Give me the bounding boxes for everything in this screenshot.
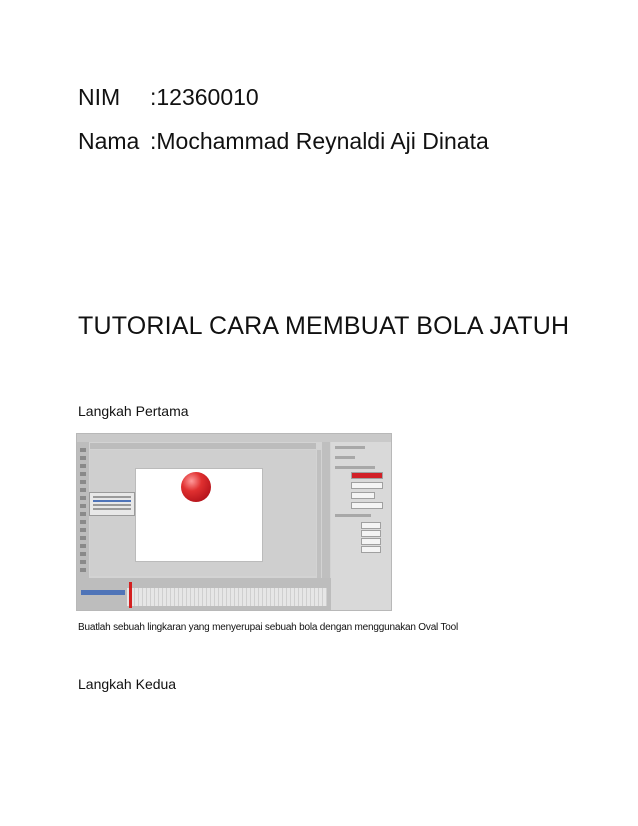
panel-icon-strip (322, 442, 330, 592)
lasso-tool-icon (80, 472, 86, 476)
ball-shape (181, 472, 211, 502)
line-tool-icon (80, 496, 86, 500)
eyedropper-tool-icon (80, 544, 86, 548)
nim-value: :12360010 (150, 84, 259, 110)
brush-tool-icon (80, 520, 86, 524)
paint-bucket-tool-icon (80, 536, 86, 540)
playhead (129, 582, 132, 608)
text-tool-icon (80, 488, 86, 492)
fill-color-swatch (351, 472, 383, 479)
panel-field (351, 482, 383, 489)
panel-field (361, 530, 381, 537)
stage-scrollbar (317, 450, 321, 578)
bone-tool-icon (80, 528, 86, 532)
flyout-item (93, 508, 131, 510)
panel-field (351, 502, 383, 509)
document-tabs (90, 443, 316, 449)
step-2-heading: Langkah Kedua (78, 676, 177, 692)
panel-row (335, 514, 371, 517)
zoom-tool-icon (80, 568, 86, 572)
flyout-item (93, 504, 131, 506)
tool-flyout-menu (89, 492, 135, 516)
selection-tool-icon (80, 448, 86, 452)
tools-panel (77, 442, 89, 592)
layer-row (81, 590, 125, 595)
properties-panel (331, 442, 391, 610)
step-1-caption: Buatlah sebuah lingkaran yang menyerupai sebuah bola dengan menggunakan Oval Tool (78, 622, 459, 633)
oval-tool-icon (80, 504, 86, 508)
step-1-heading: Langkah Pertama (78, 403, 189, 419)
panel-field (361, 546, 381, 553)
panel-row (335, 466, 375, 469)
flyout-item-selected (93, 500, 131, 502)
nama-label: Nama (78, 128, 140, 154)
panel-tab (335, 446, 365, 449)
flyout-item (93, 496, 131, 498)
flash-ide-screenshot (76, 433, 392, 611)
menu-bar (77, 434, 391, 442)
pen-tool-icon (80, 480, 86, 484)
panel-row (335, 456, 355, 459)
eraser-tool-icon (80, 552, 86, 556)
free-transform-tool-icon (80, 464, 86, 468)
hand-tool-icon (80, 560, 86, 564)
timeline-frames (127, 588, 327, 606)
subselection-tool-icon (80, 456, 86, 460)
document-title: TUTORIAL CARA MEMBUAT BOLA JATUH (78, 312, 570, 340)
nama-value: :Mochammad Reynaldi Aji Dinata (150, 128, 489, 154)
panel-field (361, 522, 381, 529)
panel-field (361, 538, 381, 545)
nim-label: NIM (78, 84, 121, 110)
pencil-tool-icon (80, 512, 86, 516)
panel-field (351, 492, 375, 499)
